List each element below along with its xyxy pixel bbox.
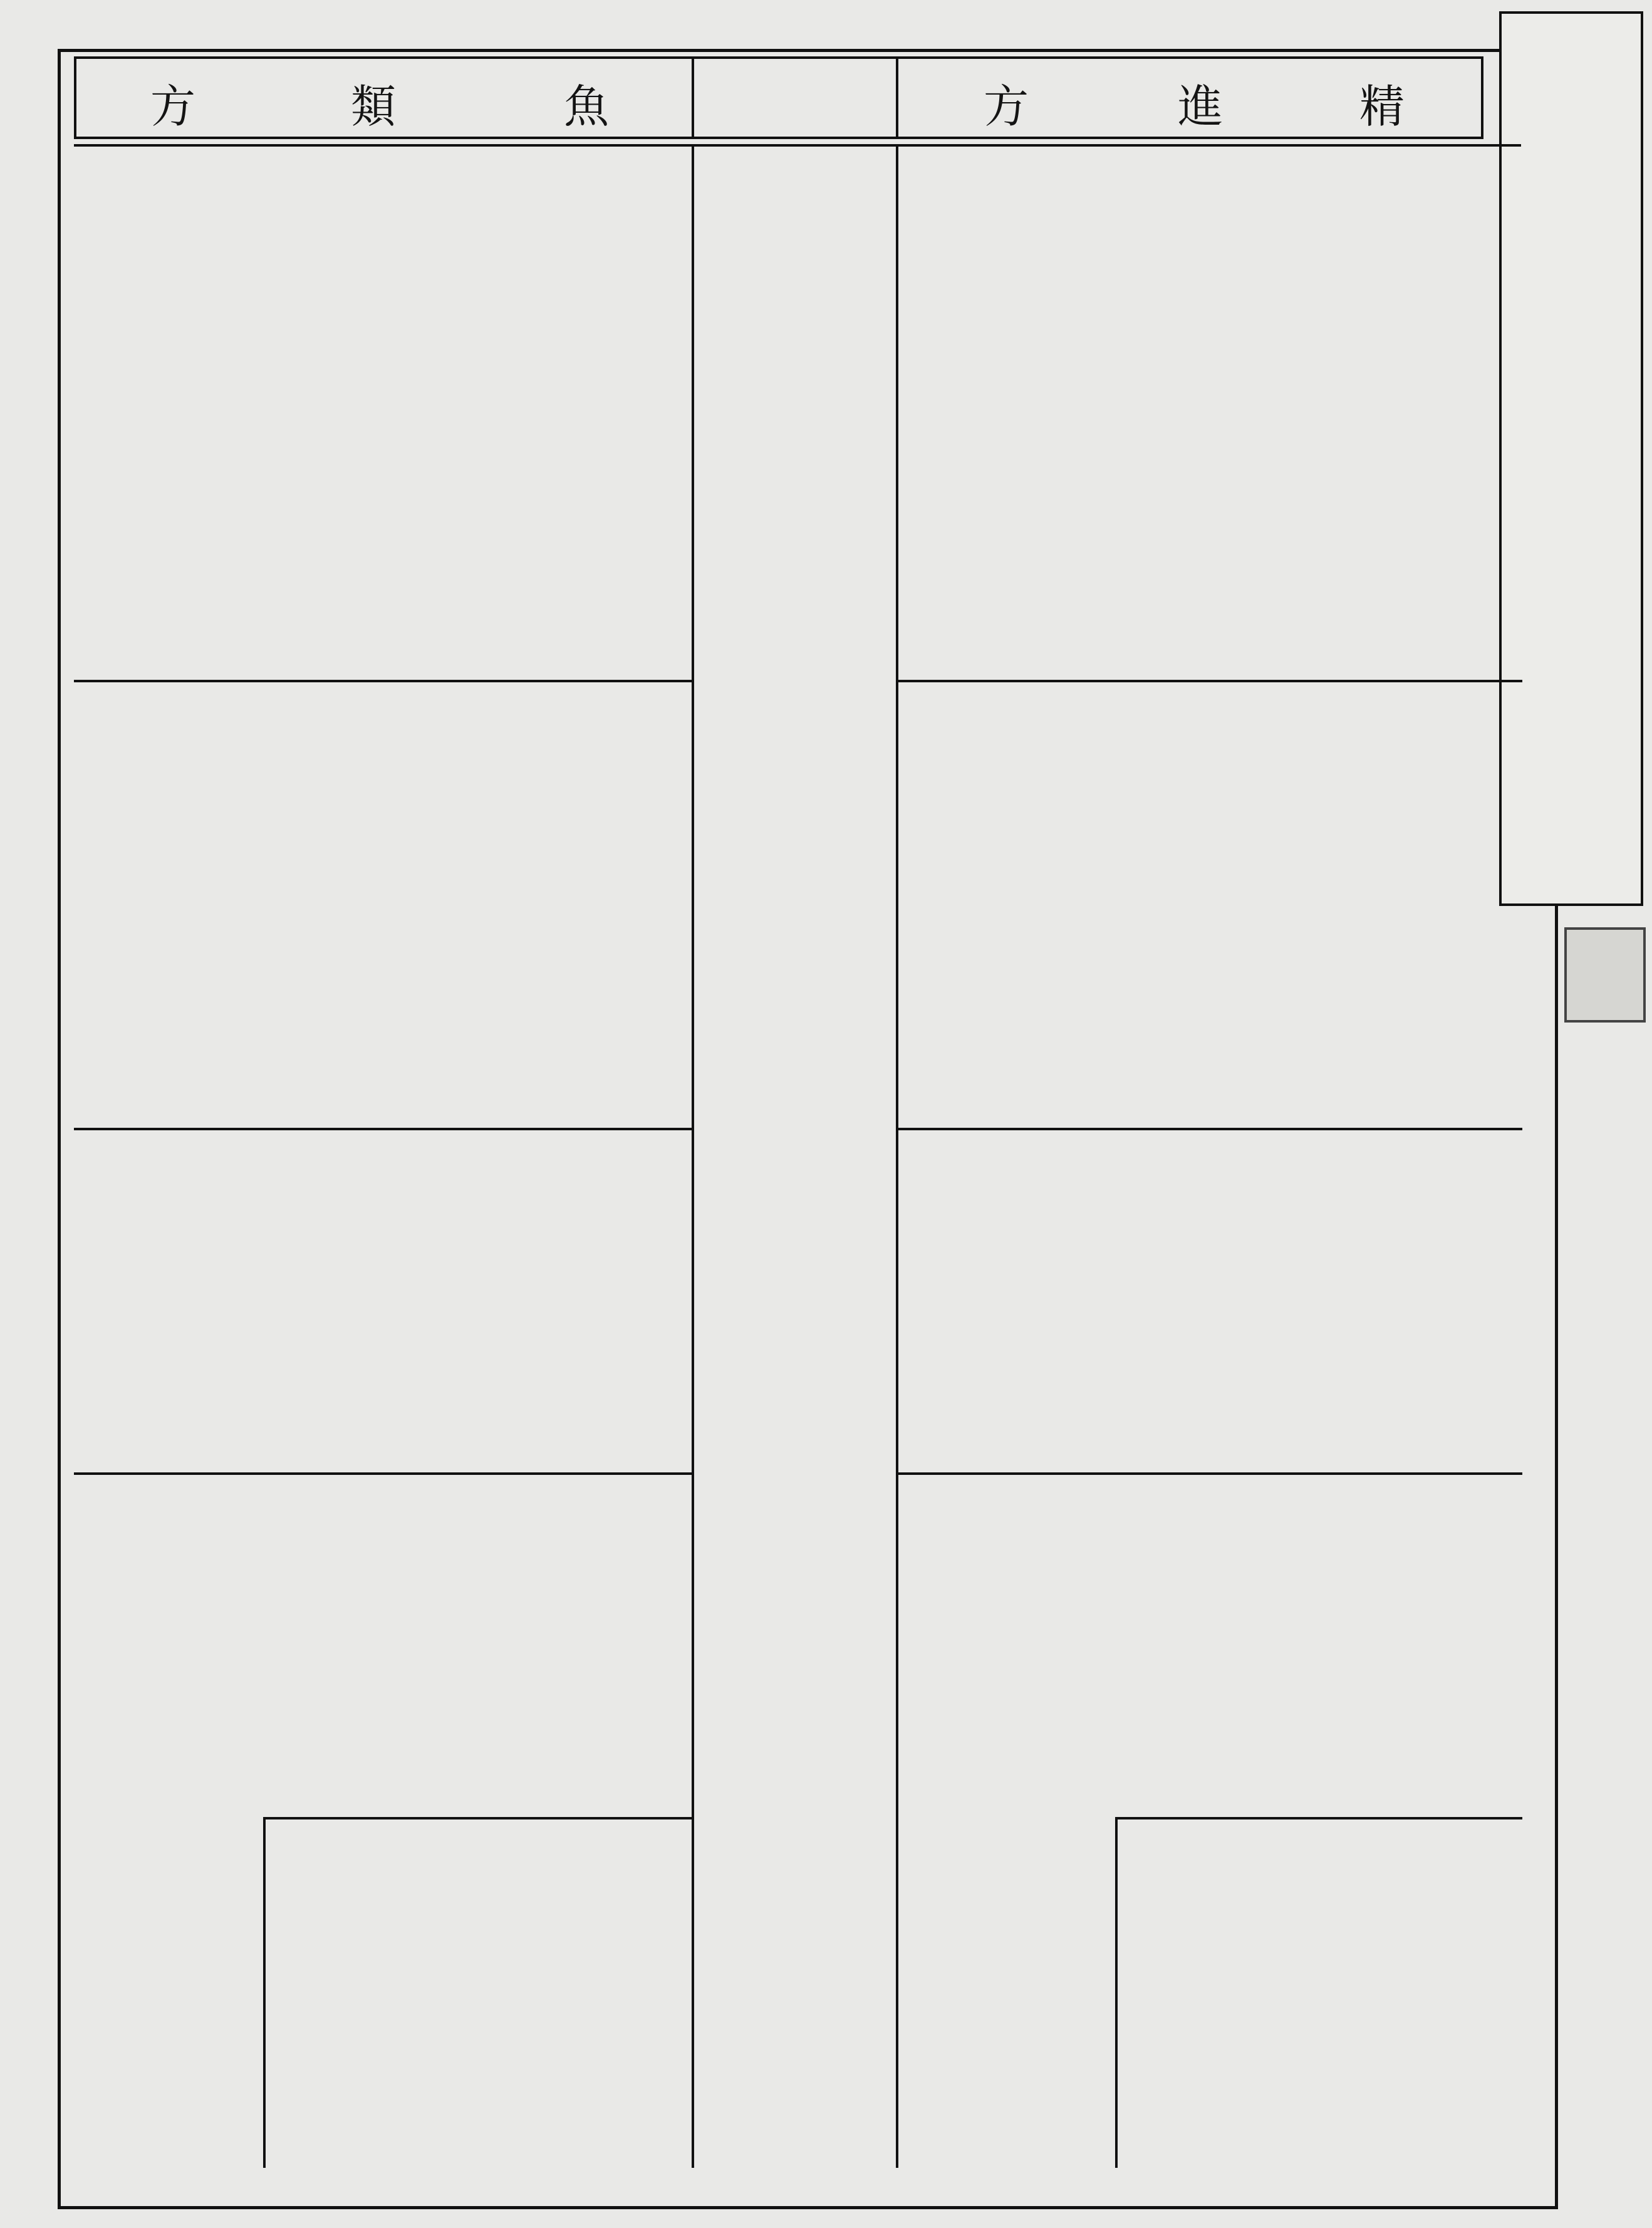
- row-divider-1r: [896, 680, 1522, 682]
- center-divider-right: [896, 144, 898, 2168]
- banner-divider-2: [896, 56, 898, 139]
- banner-right-char-1: 精: [1359, 80, 1405, 133]
- row-divider-3: [74, 1472, 692, 1475]
- row-divider-2: [74, 1128, 692, 1130]
- bottom-notes-divider: [1115, 1817, 1118, 2168]
- row-divider-2r: [896, 1128, 1522, 1130]
- row-divider-4: [263, 1817, 692, 1819]
- banner-right-char-2: 進: [1178, 80, 1223, 133]
- row-divider-1: [74, 680, 692, 682]
- center-column: [692, 50, 896, 2168]
- publisher-divider: [263, 1817, 266, 2168]
- banner-left-char-1: 魚: [564, 80, 610, 133]
- seal-stamp: [1564, 927, 1646, 1023]
- banner-right-char-3: 方: [984, 80, 1029, 133]
- row-divider-3r: [896, 1472, 1522, 1475]
- row-divider-4r: [1115, 1817, 1522, 1819]
- banner-left-char-3: 方: [150, 80, 196, 133]
- banner-left-char-2: 類: [351, 80, 397, 133]
